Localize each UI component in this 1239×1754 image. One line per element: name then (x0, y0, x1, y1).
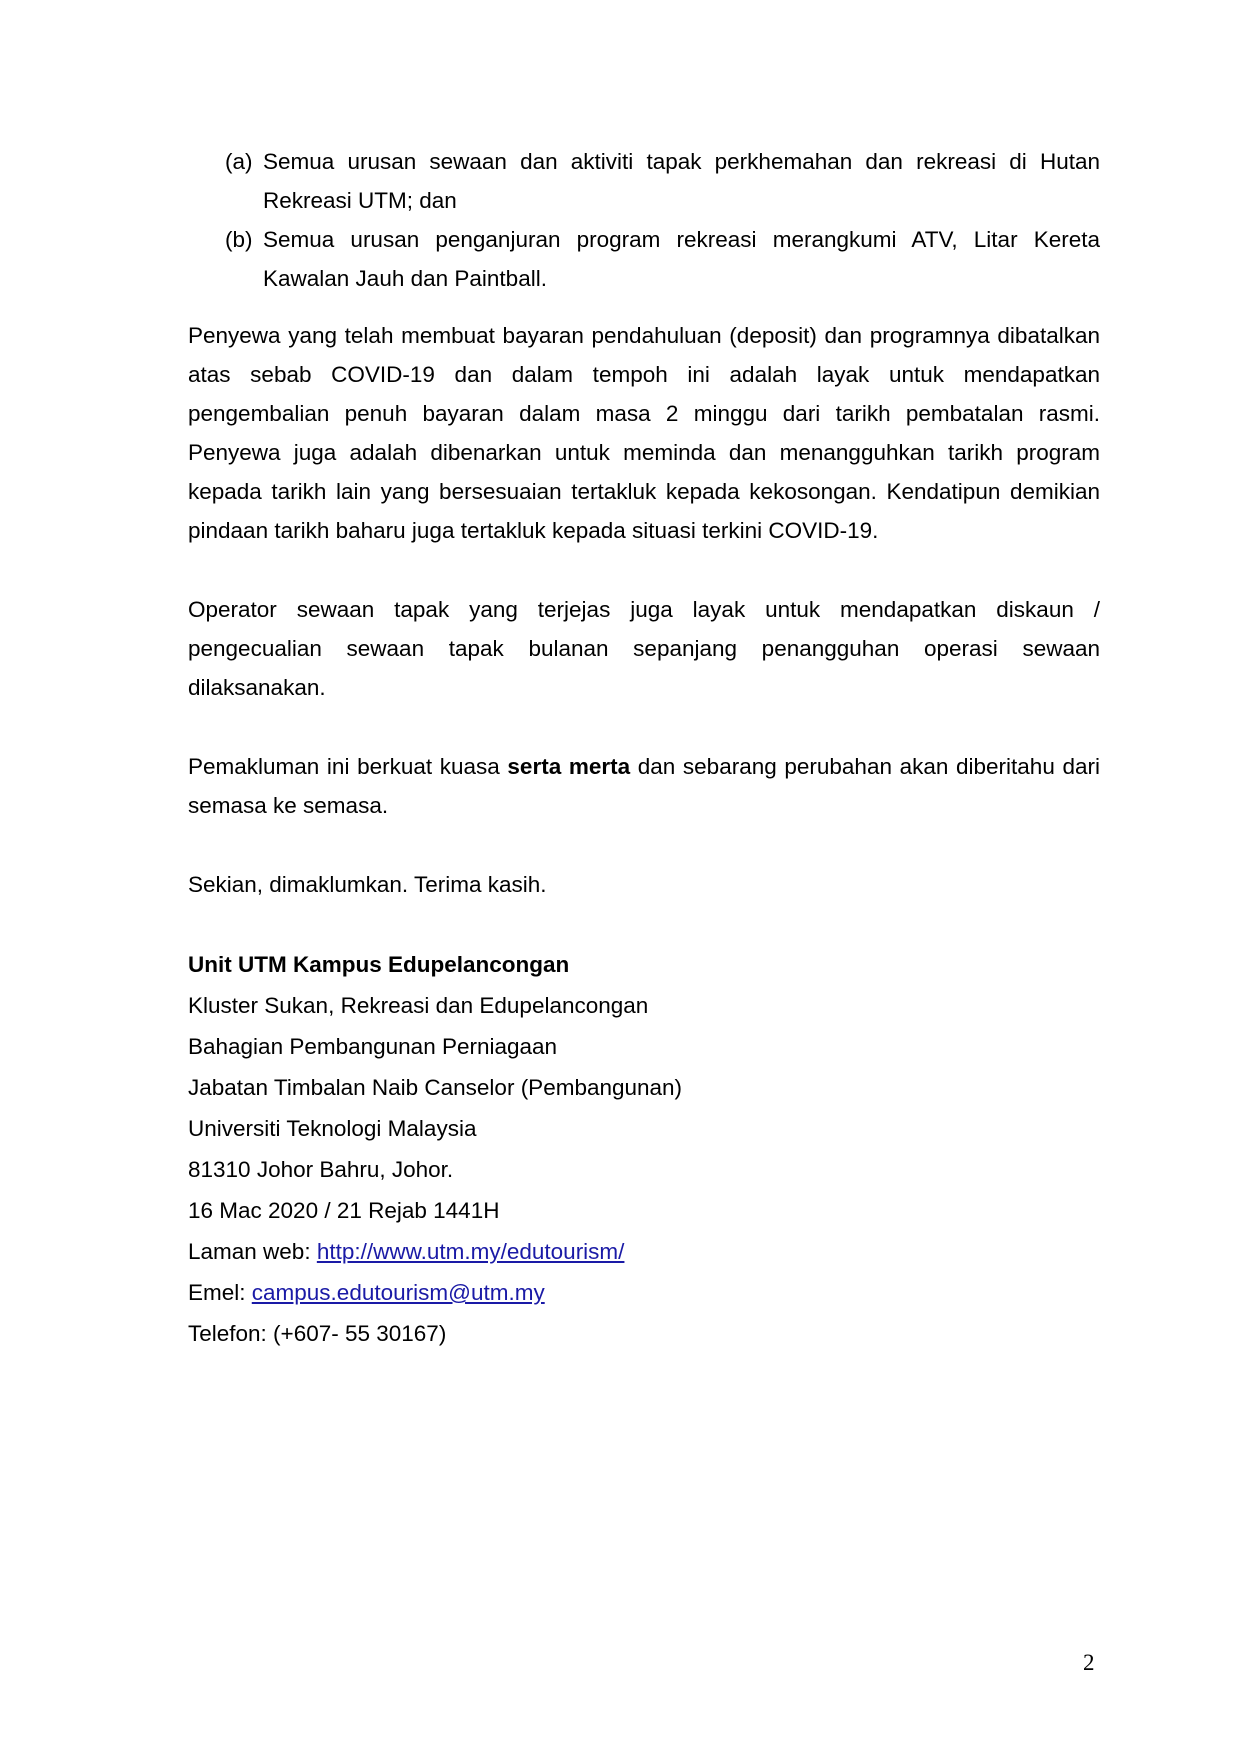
email-line (188, 1272, 1100, 1313)
refund-paragraph: Penyewa yang telah membuat bayaran pendahuluan (deposit) dan programnya dibatalkan atas sebab COVID-19 dan dalam tempoh ini adalah layak untuk mendapatkan pengembalian penuh bayaran dalam masa 2 minggu dari tarikh pembatalan rasmi. Penyewa juga adalah dibenarkan untuk meminda dan menangguhkan tarikh program kepada tarikh lain yang bersesuaian tertakluk kepada kekosongan. Kendatipun demikian pindaan tarikh baharu juga tertakluk kepada situasi terkini COVID-19. (188, 323, 1100, 543)
closing-paragraph: Sekian, dimaklumkan. Terima kasih. (188, 872, 547, 897)
notice-list (188, 142, 1100, 298)
list-marker: (a) (225, 149, 253, 174)
university-name: Universiti Teknologi Malaysia (188, 1116, 477, 1141)
cluster-name: Kluster Sukan, Rekreasi dan Edupelancongan (188, 993, 649, 1018)
signature-block (188, 944, 1100, 1354)
effective-paragraph (188, 747, 1100, 825)
date: 16 Mac 2020 / 21 Rejab 1441H (188, 1198, 500, 1223)
list-item-text: Semua urusan sewaan dan aktiviti tapak perkhemahan dan rekreasi di Hutan Rekreasi UTM; dan (263, 149, 1100, 213)
email-link[interactable]: campus.edutourism@utm.my (251, 1280, 545, 1305)
address: 81310 Johor Bahru, Johor. (188, 1157, 454, 1182)
department-name: Jabatan Timbalan Naib Canselor (Pembangunan) (188, 1075, 683, 1100)
document-body (188, 142, 1100, 1354)
operator-paragraph: Operator sewaan tapak yang terjejas juga layak untuk mendapatkan diskaun / pengecualian sewaan tapak bulanan sepanjang penangguhan operasi sewaan dilaksanakan. (188, 597, 1100, 700)
page-number: 2 (1083, 1650, 1095, 1675)
unit-name: Unit UTM Kampus Edupelancongan (188, 952, 570, 977)
list-item-b (188, 220, 1100, 298)
phone-line: Telefon: (+607- 55 30167) (188, 1321, 447, 1346)
list-marker: (b) (225, 227, 253, 252)
effective-text-start: Pemakluman ini berkuat kuasa (188, 754, 508, 779)
effective-emphasis: serta merta (507, 754, 631, 779)
website-link[interactable]: http://www.utm.my/edutourism/ (316, 1239, 625, 1264)
division-name: Bahagian Pembangunan Perniagaan (188, 1034, 558, 1059)
effective-text-end: dan sebarang perubahan akan diberitahu dari semasa ke semasa. (188, 754, 1100, 818)
website-line (188, 1231, 1100, 1272)
list-item-a (188, 142, 1100, 220)
list-item-text: Semua urusan penganjuran program rekreasi merangkumi ATV, Litar Kereta Kawalan Jauh dan Paintball. (263, 227, 1100, 291)
email-label: Emel: (188, 1280, 252, 1305)
website-label: Laman web: (188, 1239, 317, 1264)
